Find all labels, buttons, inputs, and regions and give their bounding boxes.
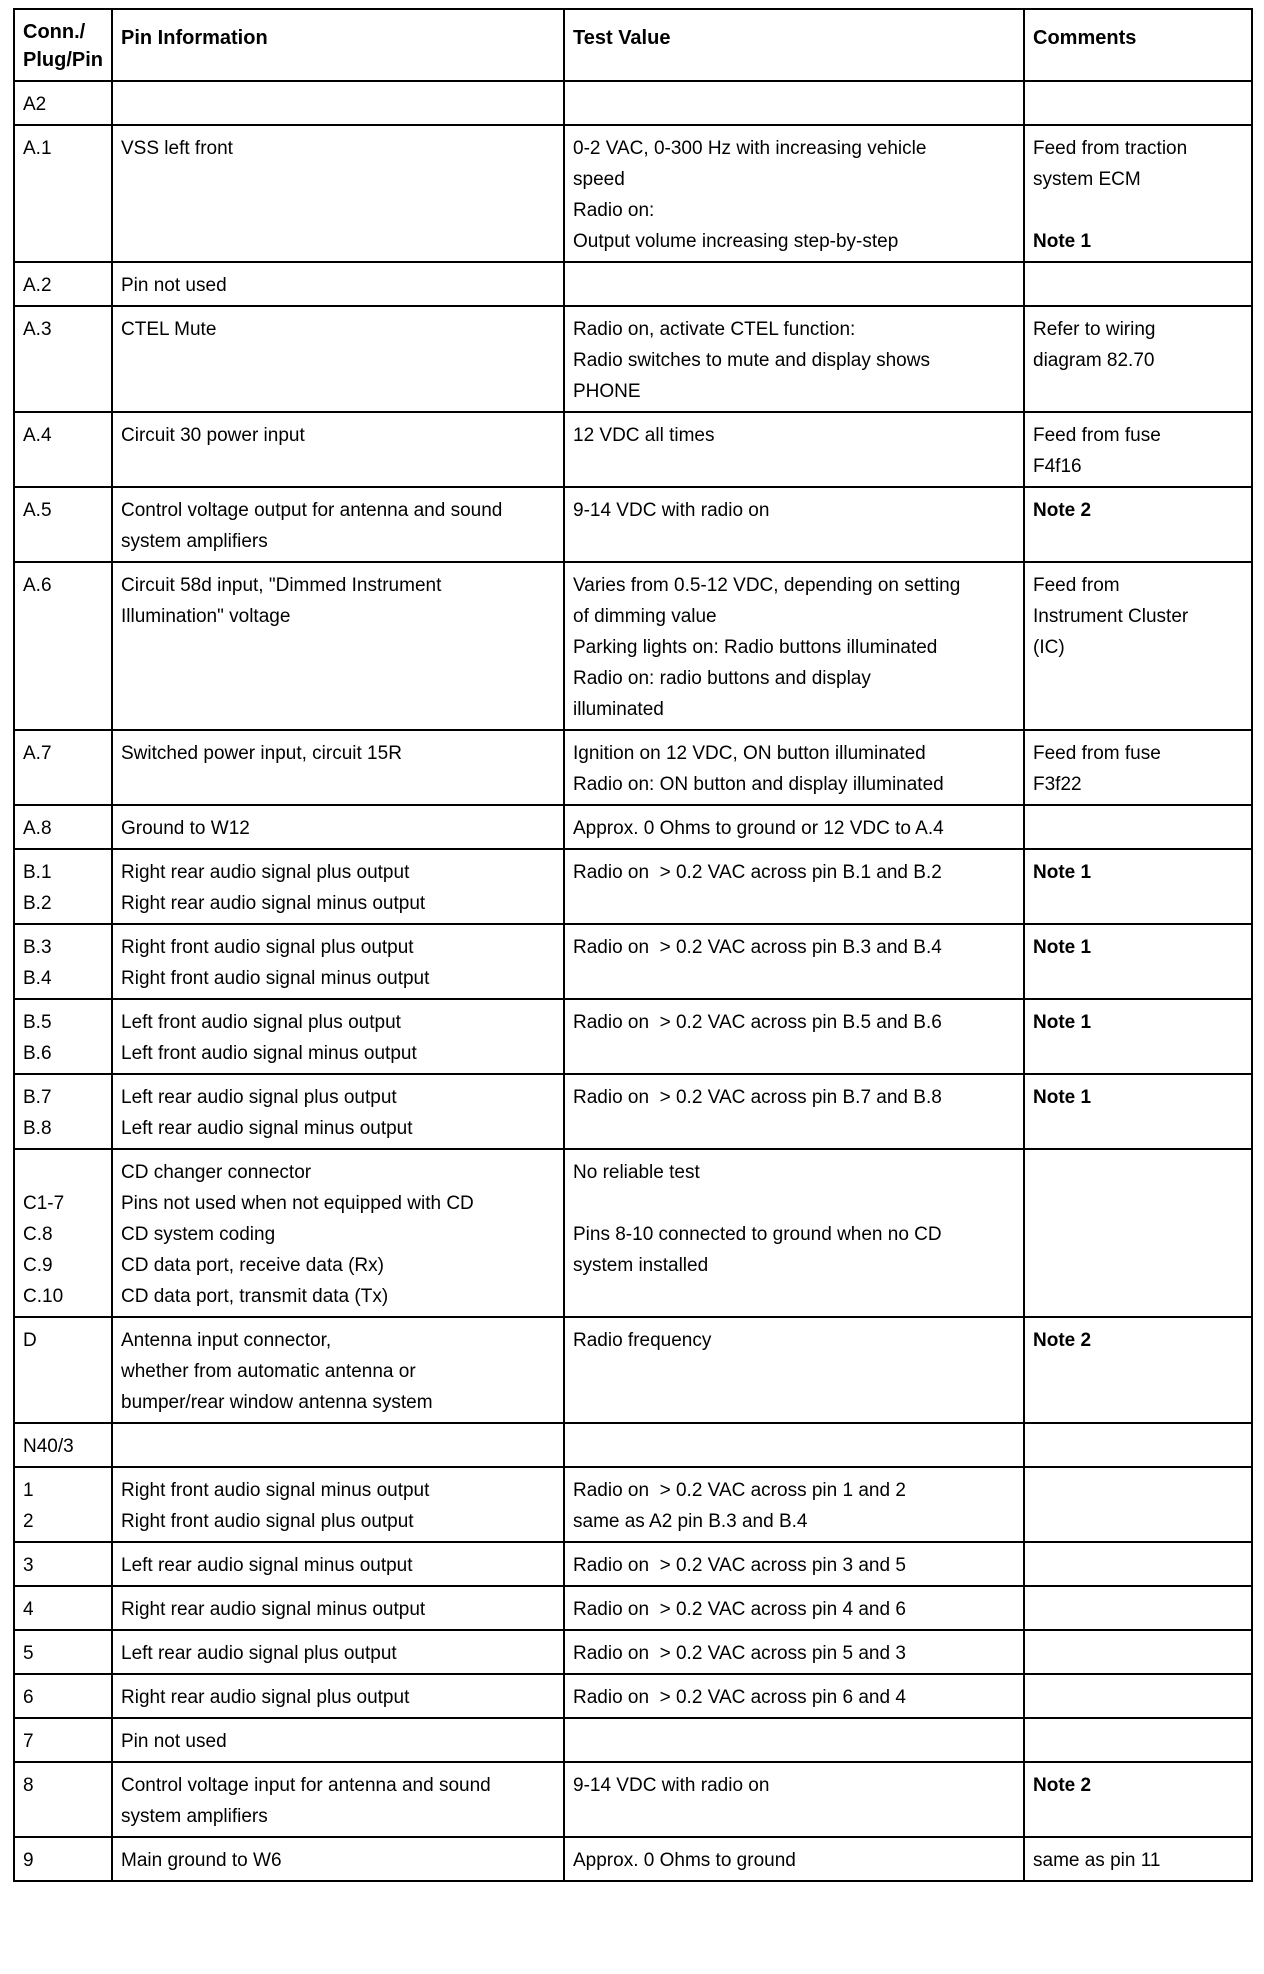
table-row (14, 1074, 1252, 1149)
cell-pin-information (112, 1630, 564, 1674)
cell-pin-information-line: Switched power input, circuit 15R (121, 743, 402, 764)
cell-pin-information (112, 125, 564, 262)
cell-conn-plug-pin-line: 7 (23, 1731, 34, 1752)
cell-comments (1024, 1149, 1252, 1317)
cell-comments-line: Instrument Cluster (1033, 606, 1189, 627)
cell-conn-plug-pin-line: A.3 (23, 319, 52, 340)
cell-conn-plug-pin-line (23, 1157, 103, 1188)
cell-comments-line: F3f22 (1033, 774, 1082, 795)
cell-conn-plug-pin-line: 1 (23, 1480, 34, 1501)
cell-test-value (564, 125, 1024, 262)
cell-test-value (564, 1423, 1024, 1467)
cell-conn-plug-pin-line: B.7 (23, 1087, 52, 1108)
cell-test-value-line: Radio on, activate CTEL function: (573, 319, 856, 340)
cell-test-value (564, 924, 1024, 999)
cell-test-value (564, 487, 1024, 562)
cell-test-value-line: No reliable test (573, 1162, 700, 1183)
cell-test-value-line: Parking lights on: Radio buttons illuminated (573, 637, 938, 658)
table-row (14, 1149, 1252, 1317)
cell-test-value-line: Radio on > 0.2 VAC across pin 4 and 6 (573, 1599, 906, 1620)
table-row (14, 562, 1252, 730)
cell-test-value (564, 999, 1024, 1074)
cell-conn-plug-pin-line: A.8 (23, 818, 52, 839)
cell-comments (1024, 1630, 1252, 1674)
cell-conn-plug-pin (14, 1718, 112, 1762)
cell-comments-line: Feed from (1033, 575, 1120, 596)
cell-test-value (564, 262, 1024, 306)
table-body (14, 81, 1252, 1881)
cell-test-value-line: Radio on > 0.2 VAC across pin B.3 and B.4 (573, 937, 942, 958)
cell-comments-line: Note 1 (1033, 1087, 1092, 1108)
cell-comments-line: Note 1 (1033, 862, 1092, 883)
cell-comments-line: (IC) (1033, 637, 1065, 658)
cell-pin-information (112, 999, 564, 1074)
header-conn-line: Conn./ (23, 21, 86, 43)
table-row (14, 1837, 1252, 1881)
cell-conn-plug-pin-line: C1-7 (23, 1193, 65, 1214)
cell-conn-plug-pin (14, 125, 112, 262)
cell-test-value (564, 805, 1024, 849)
table-row (14, 1674, 1252, 1718)
table-row (14, 924, 1252, 999)
cell-pin-information-line: Right front audio signal minus output (121, 1480, 430, 1501)
cell-comments-line: Note 1 (1033, 231, 1092, 252)
cell-comments-line: Note 2 (1033, 1330, 1092, 1351)
cell-comments (1024, 1718, 1252, 1762)
cell-conn-plug-pin-line: C.8 (23, 1224, 53, 1245)
cell-pin-information-line: CD changer connector (121, 1162, 312, 1183)
cell-test-value-line: Radio on: ON button and display illuminated (573, 774, 944, 795)
cell-test-value-line: Radio on: (573, 200, 655, 221)
cell-pin-information-line: Ground to W12 (121, 818, 250, 839)
cell-comments-line: Feed from traction (1033, 138, 1188, 159)
table-row (14, 1542, 1252, 1586)
cell-comments (1024, 125, 1252, 262)
header-conn-line: Plug/Pin (23, 49, 103, 71)
cell-test-value (564, 1837, 1024, 1881)
cell-test-value (564, 1630, 1024, 1674)
cell-pin-information (112, 1423, 564, 1467)
cell-pin-information-line: Main ground to W6 (121, 1850, 282, 1871)
cell-conn-plug-pin (14, 1542, 112, 1586)
cell-test-value-line: of dimming value (573, 606, 717, 627)
cell-conn-plug-pin-line: 8 (23, 1775, 34, 1796)
cell-pin-information (112, 81, 564, 125)
cell-comments-line: same as pin 11 (1033, 1850, 1161, 1871)
cell-pin-information (112, 1074, 564, 1149)
cell-test-value-line: Radio on > 0.2 VAC across pin 3 and 5 (573, 1555, 906, 1576)
cell-pin-information (112, 1586, 564, 1630)
cell-conn-plug-pin-line: B.3 (23, 937, 52, 958)
cell-comments-line: diagram 82.70 (1033, 350, 1155, 371)
cell-pin-information (112, 1837, 564, 1881)
cell-conn-plug-pin (14, 1149, 112, 1317)
table-row (14, 1423, 1252, 1467)
cell-pin-information-line: Left rear audio signal minus output (121, 1555, 413, 1576)
cell-test-value-line: Radio on > 0.2 VAC across pin B.1 and B.2 (573, 862, 942, 883)
cell-test-value-line: Varies from 0.5-12 VDC, depending on setting (573, 575, 961, 596)
cell-test-value (564, 306, 1024, 412)
cell-test-value (564, 849, 1024, 924)
cell-comments-line: Feed from fuse (1033, 425, 1161, 446)
cell-comments-line: F4f16 (1033, 456, 1082, 477)
cell-conn-plug-pin-line: 9 (23, 1850, 34, 1871)
cell-comments (1024, 487, 1252, 562)
cell-pin-information (112, 1762, 564, 1837)
cell-conn-plug-pin (14, 1467, 112, 1542)
cell-conn-plug-pin-line: A.7 (23, 743, 52, 764)
table-row (14, 805, 1252, 849)
cell-conn-plug-pin (14, 1674, 112, 1718)
cell-conn-plug-pin (14, 262, 112, 306)
cell-comments (1024, 1586, 1252, 1630)
table-row (14, 81, 1252, 125)
cell-test-value-line: Radio on > 0.2 VAC across pin B.7 and B.8 (573, 1087, 942, 1108)
cell-pin-information-line: Right rear audio signal minus output (121, 1599, 426, 1620)
cell-conn-plug-pin-line: B.8 (23, 1118, 52, 1139)
cell-pin-information-line: VSS left front (121, 138, 233, 159)
header-comments: Comments (1024, 9, 1252, 81)
cell-test-value (564, 1762, 1024, 1837)
cell-pin-information-line: Left rear audio signal minus output (121, 1118, 413, 1139)
table-row (14, 999, 1252, 1074)
cell-conn-plug-pin (14, 1074, 112, 1149)
header-conn-plug-pin (14, 9, 112, 81)
table-row (14, 1718, 1252, 1762)
cell-pin-information-line: Left rear audio signal plus output (121, 1643, 397, 1664)
cell-test-value (564, 81, 1024, 125)
cell-conn-plug-pin (14, 412, 112, 487)
cell-pin-information (112, 1674, 564, 1718)
cell-conn-plug-pin (14, 924, 112, 999)
cell-conn-plug-pin (14, 306, 112, 412)
cell-comments-line (1033, 195, 1243, 226)
cell-conn-plug-pin (14, 730, 112, 805)
table-row (14, 306, 1252, 412)
cell-test-value-line (573, 1188, 1015, 1219)
cell-comments (1024, 999, 1252, 1074)
cell-pin-information (112, 924, 564, 999)
cell-pin-information-line: Antenna input connector, (121, 1330, 332, 1351)
header-test-value: Test Value (564, 9, 1024, 81)
cell-test-value-line: Radio on > 0.2 VAC across pin 6 and 4 (573, 1687, 906, 1708)
cell-test-value-line: Pins 8-10 connected to ground when no CD (573, 1224, 942, 1245)
cell-pin-information-line: Right rear audio signal minus output (121, 893, 426, 914)
cell-test-value-line: system installed (573, 1255, 709, 1276)
cell-comments-line: Feed from fuse (1033, 743, 1161, 764)
cell-test-value-line: Approx. 0 Ohms to ground (573, 1850, 796, 1871)
cell-comments (1024, 306, 1252, 412)
cell-comments-line: Note 1 (1033, 1012, 1092, 1033)
cell-test-value-line: Radio on > 0.2 VAC across pin 1 and 2 (573, 1480, 906, 1501)
cell-conn-plug-pin-line: A.4 (23, 425, 52, 446)
cell-pin-information-line: Right front audio signal plus output (121, 1511, 414, 1532)
cell-conn-plug-pin-line: C.9 (23, 1255, 53, 1276)
cell-test-value-line: 9-14 VDC with radio on (573, 500, 770, 521)
cell-conn-plug-pin-line: 2 (23, 1511, 34, 1532)
cell-conn-plug-pin (14, 805, 112, 849)
cell-test-value (564, 562, 1024, 730)
cell-test-value (564, 1674, 1024, 1718)
table-header-row (14, 9, 1252, 81)
cell-pin-information-line: CD data port, receive data (Rx) (121, 1255, 384, 1276)
cell-pin-information (112, 412, 564, 487)
table-row (14, 412, 1252, 487)
cell-comments (1024, 1542, 1252, 1586)
cell-conn-plug-pin-line: A.2 (23, 275, 52, 296)
cell-pin-information-line: whether from automatic antenna or (121, 1361, 416, 1382)
cell-pin-information-line: Illumination" voltage (121, 606, 291, 627)
cell-test-value (564, 1317, 1024, 1423)
cell-comments-line: system ECM (1033, 169, 1141, 190)
table-row (14, 1586, 1252, 1630)
cell-pin-information-line: CTEL Mute (121, 319, 217, 340)
cell-conn-plug-pin-line: A.6 (23, 575, 52, 596)
cell-pin-information (112, 1149, 564, 1317)
cell-pin-information-line: Left front audio signal minus output (121, 1043, 417, 1064)
cell-comments-line: Note 2 (1033, 1775, 1092, 1796)
cell-conn-plug-pin (14, 849, 112, 924)
table-row (14, 1467, 1252, 1542)
cell-pin-information-line: CD system coding (121, 1224, 276, 1245)
cell-test-value-line: Radio on > 0.2 VAC across pin 5 and 3 (573, 1643, 906, 1664)
cell-test-value-line: Radio on > 0.2 VAC across pin B.5 and B.6 (573, 1012, 942, 1033)
cell-conn-plug-pin (14, 1837, 112, 1881)
table-row (14, 1762, 1252, 1837)
cell-test-value (564, 1542, 1024, 1586)
cell-conn-plug-pin-line: D (23, 1330, 37, 1351)
table-row (14, 125, 1252, 262)
cell-pin-information-line: Pins not used when not equipped with CD (121, 1193, 474, 1214)
cell-pin-information-line: Control voltage input for antenna and sound (121, 1775, 491, 1796)
header-pin-information: Pin Information (112, 9, 564, 81)
cell-conn-plug-pin-line: B.6 (23, 1043, 52, 1064)
cell-conn-plug-pin-line: A2 (23, 94, 47, 115)
cell-comments (1024, 1074, 1252, 1149)
cell-pin-information (112, 849, 564, 924)
cell-pin-information-line: CD data port, transmit data (Tx) (121, 1286, 389, 1307)
cell-pin-information-line: system amplifiers (121, 531, 268, 552)
cell-test-value (564, 412, 1024, 487)
cell-test-value-line: Radio on: radio buttons and display (573, 668, 871, 689)
cell-pin-information (112, 487, 564, 562)
cell-conn-plug-pin (14, 1762, 112, 1837)
cell-conn-plug-pin-line: B.5 (23, 1012, 52, 1033)
cell-comments (1024, 1423, 1252, 1467)
cell-test-value-line: Ignition on 12 VDC, ON button illuminated (573, 743, 926, 764)
cell-pin-information-line: Right front audio signal plus output (121, 937, 414, 958)
cell-conn-plug-pin (14, 1586, 112, 1630)
pin-test-table (13, 8, 1253, 1882)
table-row (14, 487, 1252, 562)
table-row (14, 1630, 1252, 1674)
cell-test-value-line: illuminated (573, 699, 664, 720)
cell-conn-plug-pin-line: 6 (23, 1687, 34, 1708)
cell-pin-information-line: Circuit 30 power input (121, 425, 305, 446)
cell-pin-information (112, 1542, 564, 1586)
cell-conn-plug-pin (14, 562, 112, 730)
cell-conn-plug-pin (14, 487, 112, 562)
cell-comments (1024, 1317, 1252, 1423)
cell-conn-plug-pin-line: N40/3 (23, 1436, 74, 1457)
cell-pin-information-line: system amplifiers (121, 1806, 268, 1827)
cell-conn-plug-pin-line: A.5 (23, 500, 52, 521)
cell-conn-plug-pin-line: 4 (23, 1599, 34, 1620)
cell-test-value-line: Radio frequency (573, 1330, 712, 1351)
cell-conn-plug-pin-line: A.1 (23, 138, 52, 159)
cell-test-value-line: same as A2 pin B.3 and B.4 (573, 1511, 808, 1532)
cell-comments (1024, 1467, 1252, 1542)
cell-comments (1024, 1674, 1252, 1718)
cell-test-value (564, 1467, 1024, 1542)
cell-conn-plug-pin-line: 5 (23, 1643, 34, 1664)
cell-pin-information (112, 1718, 564, 1762)
table-row (14, 849, 1252, 924)
cell-pin-information-line: Left front audio signal plus output (121, 1012, 401, 1033)
cell-test-value-line: PHONE (573, 381, 641, 402)
cell-test-value-line: Output volume increasing step-by-step (573, 231, 899, 252)
cell-comments-line: Refer to wiring (1033, 319, 1156, 340)
cell-test-value-line: Approx. 0 Ohms to ground or 12 VDC to A.4 (573, 818, 944, 839)
cell-test-value-line: Radio switches to mute and display shows (573, 350, 930, 371)
cell-conn-plug-pin-line: B.2 (23, 893, 52, 914)
cell-pin-information (112, 805, 564, 849)
cell-test-value-line: speed (573, 169, 625, 190)
cell-conn-plug-pin (14, 1423, 112, 1467)
cell-pin-information-line: bumper/rear window antenna system (121, 1392, 433, 1413)
cell-pin-information (112, 730, 564, 805)
cell-conn-plug-pin (14, 1317, 112, 1423)
cell-comments (1024, 412, 1252, 487)
cell-conn-plug-pin (14, 81, 112, 125)
cell-pin-information-line: Right front audio signal minus output (121, 968, 430, 989)
cell-test-value-line: 9-14 VDC with radio on (573, 1775, 770, 1796)
cell-conn-plug-pin-line: C.10 (23, 1286, 64, 1307)
cell-pin-information-line: Pin not used (121, 1731, 227, 1752)
cell-test-value (564, 1149, 1024, 1317)
cell-comments-line: Note 2 (1033, 500, 1092, 521)
cell-comments (1024, 1762, 1252, 1837)
cell-comments-line: Note 1 (1033, 937, 1092, 958)
cell-test-value-line: 0-2 VAC, 0-300 Hz with increasing vehicle (573, 138, 927, 159)
cell-pin-information-line: Circuit 58d input, "Dimmed Instrument (121, 575, 442, 596)
cell-pin-information-line: Right rear audio signal plus output (121, 1687, 410, 1708)
cell-comments (1024, 81, 1252, 125)
cell-pin-information-line: Left rear audio signal plus output (121, 1087, 397, 1108)
cell-test-value (564, 730, 1024, 805)
cell-conn-plug-pin (14, 999, 112, 1074)
cell-pin-information (112, 306, 564, 412)
cell-pin-information (112, 562, 564, 730)
cell-pin-information (112, 1317, 564, 1423)
cell-comments (1024, 805, 1252, 849)
cell-comments (1024, 924, 1252, 999)
cell-conn-plug-pin-line: B.4 (23, 968, 52, 989)
cell-pin-information (112, 1467, 564, 1542)
cell-comments (1024, 562, 1252, 730)
cell-pin-information-line: Pin not used (121, 275, 227, 296)
table-row (14, 262, 1252, 306)
cell-comments (1024, 730, 1252, 805)
cell-test-value (564, 1718, 1024, 1762)
cell-pin-information-line: Control voltage output for antenna and sound (121, 500, 503, 521)
cell-comments (1024, 849, 1252, 924)
cell-test-value (564, 1586, 1024, 1630)
cell-pin-information (112, 262, 564, 306)
cell-pin-information-line: Right rear audio signal plus output (121, 862, 410, 883)
cell-conn-plug-pin-line: B.1 (23, 862, 52, 883)
cell-conn-plug-pin (14, 1630, 112, 1674)
table-row (14, 730, 1252, 805)
table-row (14, 1317, 1252, 1423)
cell-conn-plug-pin-line: 3 (23, 1555, 34, 1576)
cell-comments (1024, 262, 1252, 306)
cell-test-value (564, 1074, 1024, 1149)
cell-comments (1024, 1837, 1252, 1881)
cell-test-value-line: 12 VDC all times (573, 425, 715, 446)
